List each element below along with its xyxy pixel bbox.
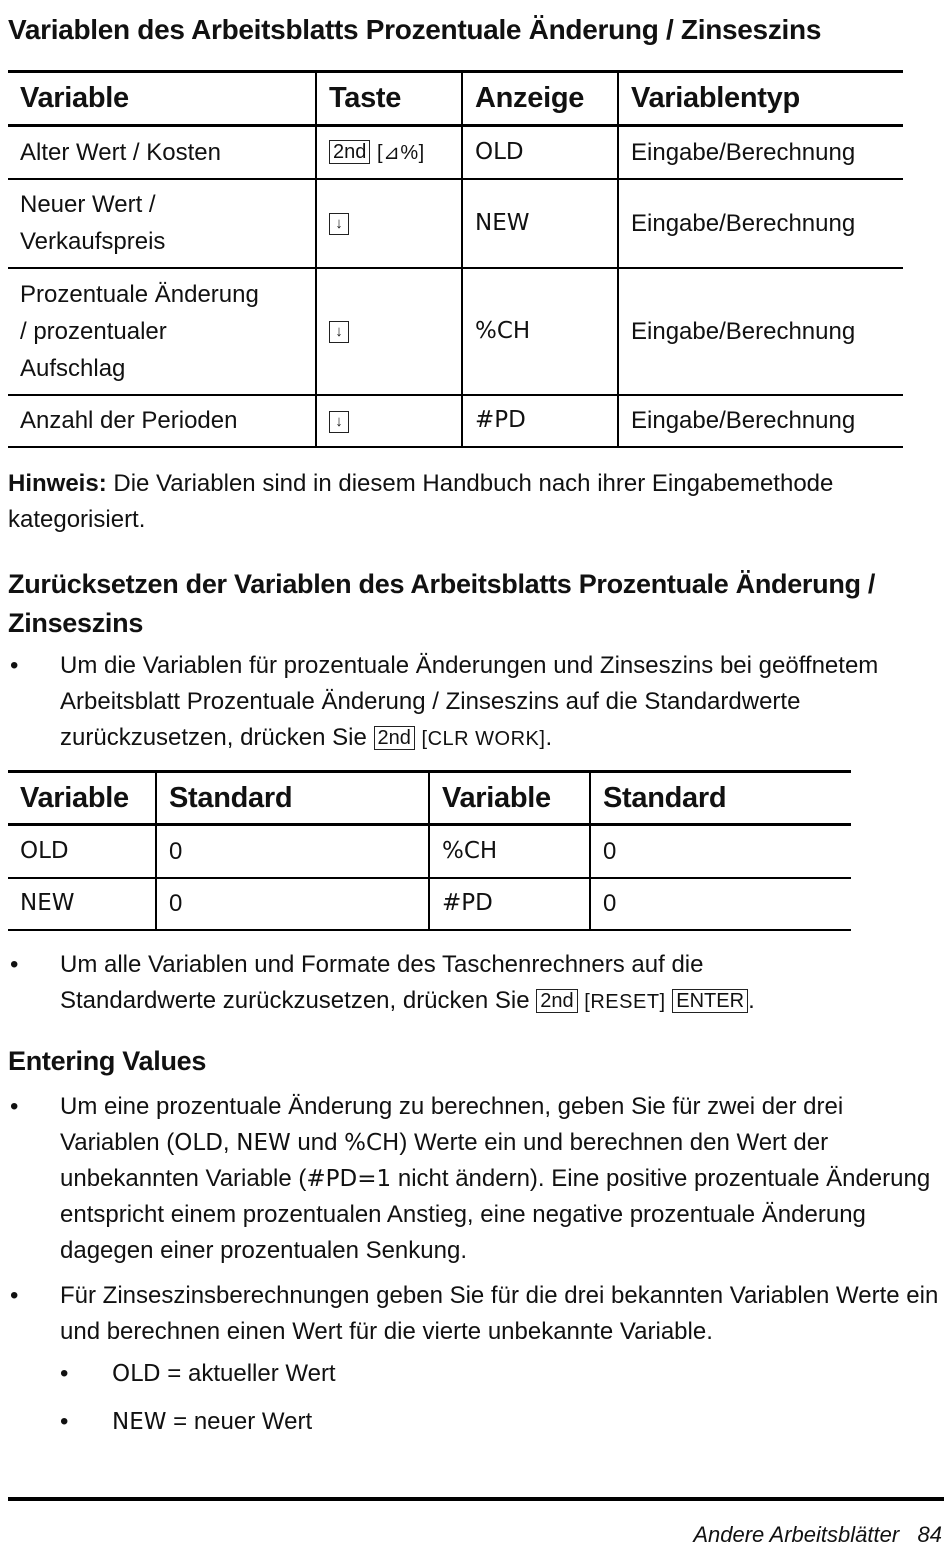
table-row — [8, 126, 903, 179]
display-cell: OLD — [462, 126, 618, 179]
col-header-variable: Variable — [429, 772, 590, 825]
page-title: Variablen des Arbeitsblatts Prozentuale Änderung / Zinseszins — [8, 14, 822, 45]
reset-bullet-list — [8, 648, 908, 757]
col-header-key: Taste — [316, 72, 462, 126]
list-item: • Um die Variablen für prozentuale Änderungen und Zinseszins bei geöffnetem Arbeitsblatt Prozentuale Änderung / Zinseszins auf die Standardwerte zurückzusetzen, drücken Sie 2nd [CLR WORK]. — [8, 648, 908, 757]
note — [8, 466, 938, 538]
note-label: Hinweis: — [8, 470, 107, 497]
key-2nd: 2nd — [536, 989, 577, 1013]
entering-heading: Entering Values — [8, 1046, 207, 1076]
col-header-standard: Standard — [590, 772, 851, 825]
variable-cell: Neuer Wert / Verkaufspreis — [20, 191, 166, 255]
key-cell — [316, 268, 462, 395]
type-cell: Eingabe/Berechnung — [618, 179, 903, 268]
variable-cell: NEW — [20, 890, 75, 916]
note-text: Die Variablen sind in diesem Handbuch nach ihrer Eingabemethode kategorisiert. — [8, 470, 834, 533]
key-2nd: 2nd — [374, 726, 415, 750]
variable-cell: Anzahl der Perioden — [20, 407, 238, 434]
variable-cell: Alter Wert / Kosten — [20, 138, 221, 166]
list-item: • OLD = aktueller Wert — [60, 1350, 943, 1398]
footer-chapter: Andere Arbeitsblätter — [693, 1522, 900, 1547]
variable-cell: %CH — [429, 825, 590, 878]
key-percent-change: [⊿%] — [377, 141, 425, 164]
display-cell: #PD — [462, 395, 618, 447]
entering-bullet-list — [8, 1089, 943, 1446]
standard-cell: 0 — [590, 825, 851, 878]
key-reset: [RESET] — [584, 991, 666, 1013]
type-cell: Eingabe/Berechnung — [618, 395, 903, 447]
table-row — [8, 268, 903, 395]
col-header-display: Anzeige — [462, 72, 618, 126]
col-header-type: Variablentyp — [618, 72, 903, 126]
down-arrow-key-icon: ↓ — [329, 321, 349, 343]
variables-table — [8, 70, 903, 448]
standard-cell: 0 — [156, 878, 429, 930]
display-cell: %CH — [462, 268, 618, 395]
standard-cell: 0 — [156, 825, 429, 878]
type-cell: Eingabe/Berechnung — [618, 268, 903, 395]
page-footer — [693, 1522, 942, 1548]
display-cell: NEW — [462, 179, 618, 268]
key-cell — [316, 126, 462, 179]
key-enter: ENTER — [672, 989, 748, 1013]
down-arrow-key-icon: ↓ — [329, 411, 349, 433]
page-number: 84 — [917, 1522, 942, 1547]
variable-cell: Prozentuale Änderung / prozentualer Aufschlag — [20, 280, 259, 382]
footer-rule — [8, 1497, 944, 1501]
table-row — [8, 825, 851, 878]
key-clr-work: [CLR WORK] — [421, 728, 546, 750]
list-item: • NEW = neuer Wert — [60, 1398, 943, 1446]
key-2nd: 2nd — [329, 140, 370, 164]
col-header-standard: Standard — [156, 772, 429, 825]
standard-cell: 0 — [590, 878, 851, 930]
type-cell: Eingabe/Berechnung — [618, 126, 903, 179]
list-item: • Für Zinseszinsberechnungen geben Sie für die drei bekannten Variablen Werte ein und berechnen einen Wert für die vierte unbekannte Variable. • OLD = aktueller Wert • NEW = neuer Wert — [8, 1278, 943, 1446]
defaults-table — [8, 770, 851, 931]
key-cell — [316, 179, 462, 268]
table-row — [8, 878, 851, 930]
list-item: • Um alle Variablen und Formate des Taschenrechners auf die Standardwerte zurückzusetzen, drücken Sie 2nd [RESET] ENTER . — [8, 947, 848, 1020]
sub-list — [60, 1350, 943, 1446]
col-header-variable: Variable — [20, 781, 129, 814]
col-header-variable: Variable — [20, 82, 129, 114]
key-cell — [316, 395, 462, 447]
table-row — [8, 395, 903, 447]
list-item: • Um eine prozentuale Änderung zu berechnen, geben Sie für zwei der drei Variablen (OLD, NEW und %CH) Werte ein und berechnen den Wert der unbekannten Variable (#PD=1 nicht ändern). Eine positive prozentuale Änderung entspricht einem prozentualen Anstieg, eine negative prozentuale Änderung dagegen einer prozentualen Senkung. — [8, 1089, 943, 1269]
down-arrow-key-icon: ↓ — [329, 213, 349, 235]
variable-cell: #PD — [429, 878, 590, 930]
variable-cell: OLD — [20, 837, 69, 864]
reset-heading: Zurücksetzen der Variablen des Arbeitsblatts Prozentuale Änderung / Zinseszins — [8, 569, 876, 638]
reset-all-bullet-list — [8, 947, 848, 1020]
table-row — [8, 179, 903, 268]
